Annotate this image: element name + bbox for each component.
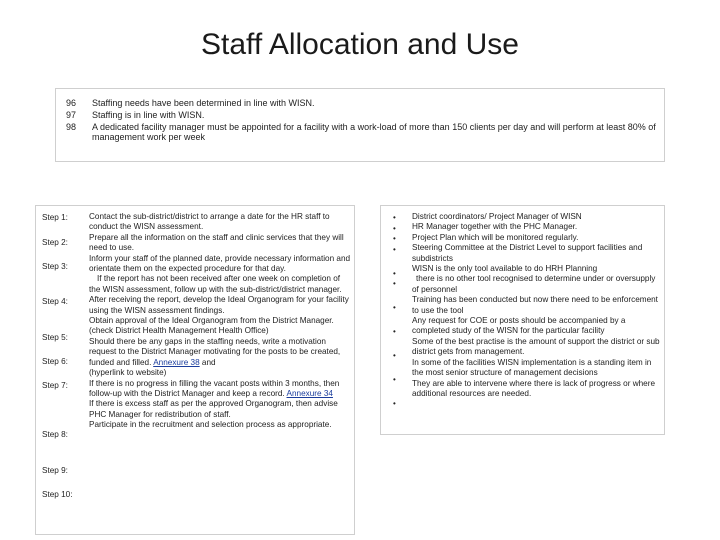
criterion-text: A dedicated facility manager must be appointed for a facility with a work-load of more than 150 clients per day and will perform at least 80% of management work per week bbox=[92, 122, 656, 142]
step-text: Participate in the recruitment and selection process as appropriate. bbox=[89, 420, 332, 430]
steps-text bbox=[89, 212, 351, 431]
criterion-number: 98 bbox=[66, 122, 77, 132]
step-text: If the report has not been received after one week on completion of the WISN assessment, follow up with the sub-district/district manager. bbox=[89, 274, 342, 294]
bullet-icon: • bbox=[393, 327, 396, 336]
criterion-text: Staffing needs have been determined in line with WISN. bbox=[92, 98, 315, 108]
note-item: HR Manager together with the PHC Manager. bbox=[412, 222, 578, 232]
bullet-icon: • bbox=[393, 269, 396, 278]
step-label: Step 2: bbox=[42, 238, 68, 247]
bullet-icon: • bbox=[393, 303, 396, 312]
page-title: Staff Allocation and Use bbox=[201, 28, 519, 61]
step-text: If there is no progress in filling the vacant posts within 3 months, then follow-up with the District Manager and keep a record. bbox=[89, 378, 340, 398]
step-label: Step 8: bbox=[42, 430, 68, 439]
step-label: Step 3: bbox=[42, 262, 68, 271]
bullet-icon: • bbox=[393, 375, 396, 384]
steps-box bbox=[35, 205, 355, 535]
bullet-icon: • bbox=[393, 224, 396, 233]
bullet-icon: • bbox=[393, 351, 396, 360]
step-label: Step 10: bbox=[42, 490, 73, 499]
step-text: (hyperlink to website) bbox=[89, 368, 167, 378]
step-label: Step 7: bbox=[42, 381, 68, 390]
step-text: If there is excess staff as per the approved Organogram, then advise PHC Manager for redistribution of staff. bbox=[89, 399, 338, 419]
note-item: Some of the best practise is the amount of support the district or sub district gets from management. bbox=[412, 336, 660, 357]
step-text: Contact the sub-district/district to arrange a date for the HR staff to conduct the WISN assessment. bbox=[89, 212, 330, 232]
step-label: Step 6: bbox=[42, 357, 68, 366]
note-item: Project Plan which will be monitored regularly. bbox=[412, 232, 579, 242]
criterion-number: 96 bbox=[66, 98, 77, 108]
step-text: Prepare all the information on the staff and clinic services that they will need to use. bbox=[89, 232, 344, 253]
notes-text bbox=[412, 212, 662, 399]
note-item: District coordinators/ Project Manager of WISN bbox=[412, 212, 582, 221]
annexure-34-link[interactable]: Annexure 34 bbox=[286, 388, 333, 398]
note-item: Steering Committee at the District Level to support facilities and subdistricts bbox=[412, 243, 643, 263]
bullet-icon: • bbox=[393, 213, 396, 222]
note-item: They are able to intervene where there is lack of progress or where additional resources are needed. bbox=[412, 378, 656, 398]
step-label: Step 1: bbox=[42, 213, 68, 222]
step-label: Step 5: bbox=[42, 333, 68, 342]
criterion-number: 97 bbox=[66, 110, 77, 120]
step-text: Inform your staff of the planned date, provide necessary information and orientate them on the expected procedure for that day. bbox=[89, 253, 351, 274]
step-text-with-link bbox=[89, 337, 351, 368]
note-item: Training has been conducted but now there need to be enforcement to use the tool bbox=[412, 295, 658, 315]
note-item: WISN is the only tool available to do HRH Planning bbox=[412, 264, 598, 274]
criteria-box bbox=[55, 88, 665, 162]
step-text: Obtain approval of the Ideal Organogram from the District Manager.(check District Health Management Health Office) bbox=[89, 316, 334, 336]
note-item: there is no other tool recognised to determine under or oversupply of personnel bbox=[412, 274, 656, 294]
step-text: Should there be any gaps in the staffing needs, write a motivation request to the District Manager motivating for the posts to be created, funded and filled. bbox=[89, 336, 341, 367]
note-item: In some of the facilities WISN implementation is a standing item in the most senior structure of management decisions bbox=[412, 357, 652, 378]
bullet-icon: • bbox=[393, 234, 396, 243]
step-text: After receiving the report, develop the Ideal Organogram for your facility using the WISN assessment findings. bbox=[89, 295, 349, 315]
bullet-icon: • bbox=[393, 245, 396, 254]
bullet-icon: • bbox=[393, 399, 396, 408]
annexure-38-link[interactable]: Annexure 38 bbox=[153, 357, 200, 367]
step-text-with-link bbox=[89, 379, 351, 400]
note-item: Any request for COE or posts should be accompanied by a completed study of the WISN for the particular facility bbox=[412, 316, 626, 336]
and-text: and bbox=[201, 357, 216, 367]
step-label: Step 4: bbox=[42, 297, 68, 306]
criterion-text: Staffing is in line with WISN. bbox=[92, 110, 205, 120]
notes-box bbox=[380, 205, 665, 435]
bullet-icon: • bbox=[393, 279, 396, 288]
step-label: Step 9: bbox=[42, 466, 68, 475]
